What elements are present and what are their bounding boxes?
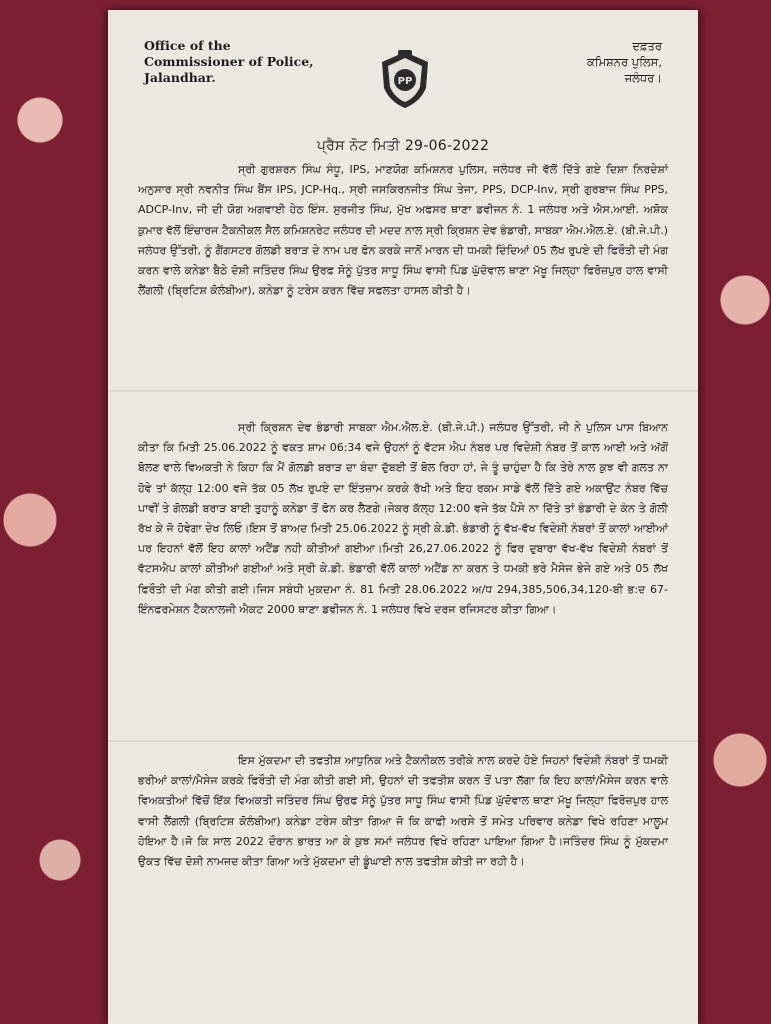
letterhead-punjabi-line: ਜਲੰਧਰ। <box>624 71 662 85</box>
paragraph-1: ਸ੍ਰੀ ਗੁਰਸ਼ਰਨ ਸਿੰਘ ਸੰਧੂ, IPS, ਮਾਣਯੋਗ ਕਮਿਸ਼ਨਰ ਪੁਲਿਸ, ਜਲੰਧਰ ਜੀ ਵੱਲੋਂ ਦਿੱਤੇ ਗਏ ਦਿਸ਼ਾ ਨਿਰਦੇਸ਼ਾਂ ਅਨੁਸਾਰ ਸ੍ਰੀ ਨਵਨੀਤ ਸਿੰਘ ਬੈਂਸ IPS, JCP-Hq., ਸ੍ਰੀ ਜਸਕਿਰਨਜੀਤ ਸਿੰਘ ਤੇਜਾ, PPS, DCP-Inv, ਸ੍ਰੀ ਗੁਰਬਾਜ ਸਿੰਘ PPS, ADCP-Inv, ਜੀ ਦੀ ਯੋਗ ਅਗਵਾਈ ਹੇਠ ਇੰਸ. ਸੁਰਜੀਤ ਸਿੰਘ, ਮੁੱਖ ਅਫਸਰ ਥਾਣਾ ਡਵੀਜਨ ਨੰ. 1 ਜਲੰਧਰ ਅਤੇ ਐਸ.ਆਈ. ਅਸ਼ੋਕ ਕੁਮਾਰ ਵੱਲੋਂ ਇੰਚਾਰਜ ਟੈਕਨੀਕਲ ਸੈਲ ਕਮਿਸ਼ਨਰੇਟ ਜਲੰਧਰ ਦੀ ਮਦਦ ਨਾਲ ਸ੍ਰੀ ਕ੍ਰਿਸ਼ਨ ਦੇਵ ਭੰਡਾਰੀ, ਸਾਬਕਾ ਐਮ.ਐਲ.ਏ. (ਬੀ.ਜੇ.ਪੀ.) ਜਲੰਧਰ ਉੱਤਰੀ, ਨੂੰ ਗੈਂਗਸਟਰ ਗੋਲਡੀ ਬਰਾੜ ਦੇ ਨਾਮ ਪਰ ਫੋਨ ਕਰਕੇ ਜਾਨੋਂ ਮਾਰਨ ਦੀ ਧਮਕੀ ਦਿੰਦਿਆਂ 05 ਲੱਖ ਰੁਪਏ ਦੀ ਫਿਰੌਤੀ ਦੀ ਮੰਗ ਕਰਨ ਵਾਲੇ ਕਨੇਡਾ ਬੈਠੇ ਦੋਸ਼ੀ ਜਤਿੰਦਰ ਸਿੰਘ ਉਰਫ ਸੋਨੂੰ ਪੁੱਤਰ ਸਾਧੂ ਸਿੰਘ ਵਾਸੀ ਪਿੰਡ ਘੁੱਦੋਵਾਲ ਥਾਣਾ ਮੱਖੂ ਜਿਲ੍ਹਾ ਫਿਰੋਜ਼ਪੁਰ ਹਾਲ ਵਾਸੀ ਲੈਂਗਲੀ (ਬ੍ਰਿਟਿਸ਼ ਕੋਲੰਬੀਆ), ਕਨੇਡਾ ਨੂੰ ਟਰੇਸ ਕਰਨ ਵਿੱਚ ਸਫਲਤਾ ਹਾਸਲ ਕੀਤੀ ਹੈ। <box>138 163 668 298</box>
letterhead-english <box>144 38 314 86</box>
police-emblem-icon <box>376 48 434 112</box>
paragraph-3: ਇਸ ਮੁੱਕਦਮਾ ਦੀ ਤਫਤੀਸ਼ ਆਧੁਨਿਕ ਅਤੇ ਟੈਕਨੀਕਲ ਤਰੀਕੇ ਨਾਲ ਕਰਦੇ ਹੋਏ ਜਿਹਨਾਂ ਵਿਦੇਸ਼ੀ ਨੰਬਰਾਂ ਤੋਂ ਧਮਕੀ ਭਰੀਆਂ ਕਾਲਾਂ/ਮੈਸੇਜ ਕਰਕੇ ਫਿਰੌਤੀ ਦੀ ਮੰਗ ਕੀਤੀ ਗਈ ਸੀ, ਉਹਨਾਂ ਦੀ ਤਫਤੀਸ਼ ਕਰਨ ਤੋਂ ਪਤਾ ਲੱਗਾ ਕਿ ਇਹ ਕਾਲਾਂ/ਮੈਸੇਜ ਕਰਨ ਵਾਲੇ ਵਿਅਕਤੀਆਂ ਵਿੱਚੋਂ ਇੱਕ ਵਿਅਕਤੀ ਜਤਿੰਦਰ ਸਿੰਘ ਉਰਫ ਸੋਨੂੰ ਪੁੱਤਰ ਸਾਧੂ ਸਿੰਘ ਵਾਸੀ ਪਿੰਡ ਘੁੱਦੋਵਾਲ ਥਾਣਾ ਮੱਖੂ ਜਿਲ੍ਹਾ ਫਿਰੋਜ਼ਪੁਰ ਹਾਲ ਵਾਸੀ ਲੈਂਗਲੀ (ਬ੍ਰਿਟਿਸ਼ ਕੋਲੰਬੀਆ) ਕਨੇਡਾ ਟਰੇਸ ਕੀਤਾ ਗਿਆ ਜੋ ਕਿ ਕਾਫੀ ਅਰਸੇ ਤੋਂ ਸਮੇਤ ਪਰਿਵਾਰ ਕਨੇਡਾ ਵਿਖੇ ਰਹਿਣਾ ਮਾਲੂਮ ਹੋਇਆ ਹੈ।ਜੋ ਕਿ ਸਾਲ 2022 ਦੌਰਾਨ ਭਾਰਤ ਆ ਕੇ ਕੁਝ ਸਮਾਂ ਜਲੰਧਰ ਵਿਖੇ ਰਹਿਣਾ ਪਾਇਆ ਗਿਆ ਹੈ।ਜਤਿੰਦਰ ਸਿੰਘ ਨੂੰ ਮੁੱਕਦਮਾ ਉਕਤ ਵਿੱਚ ਦੋਸ਼ੀ ਨਾਮਜਦ ਕੀਤਾ ਗਿਆ ਅਤੇ ਮੁੱਕਦਮਾ ਦੀ ਡੂੰਘਾਈ ਨਾਲ ਤਫਤੀਸ਼ ਕੀਤੀ ਜਾ ਰਹੀ ਹੈ। <box>138 754 668 869</box>
letterhead-english-line: Office of the <box>144 38 231 53</box>
letterhead-punjabi-line: ਕਮਿਸ਼ਨਰ ਪੁਲਿਸ, <box>587 55 662 69</box>
paper-fold <box>108 390 698 392</box>
letterhead-english-line: Jalandhar. <box>144 70 216 85</box>
emblem-letters: PP <box>397 76 413 87</box>
press-note-title: ਪ੍ਰੈਸ ਨੋਟ ਮਿਤੀ 29-06-2022 <box>316 138 490 154</box>
letterhead-english-line: Commissioner of Police, <box>144 54 314 69</box>
paper-fold <box>108 740 698 742</box>
paragraph-2: ਸ੍ਰੀ ਕ੍ਰਿਸ਼ਨ ਦੇਵ ਭੰਡਾਰੀ ਸਾਬਕਾ ਐਮ.ਐਲ.ਏ. (ਬੀ.ਜੇ.ਪੀ.) ਜਲੰਧਰ ਉੱਤਰੀ, ਜੀ ਨੇ ਪੁਲਿਸ ਪਾਸ ਬਿਆਨ ਕੀਤਾ ਕਿ ਮਿਤੀ 25.06.2022 ਨੂੰ ਵਕਤ ਸ਼ਾਮ 06:34 ਵਜੇ ਉਹਨਾਂ ਨੂੰ ਵੱਟਸ ਐਪ ਨੰਬਰ ਪਰ ਵਿਦੇਸ਼ੀ ਨੰਬਰ ਤੋਂ ਕਾਲ ਆਈ ਅਤੇ ਅੱਗੋਂ ਬੋਲਣ ਵਾਲੇ ਵਿਅਕਤੀ ਨੇ ਕਿਹਾ ਕਿ ਮੈਂ ਗੋਲਡੀ ਬਰਾੜ ਦਾ ਬੰਦਾ ਦੁੱਬਈ ਤੋਂ ਬੋਲ ਰਿਹਾ ਹਾਂ, ਜੇ ਤੂੰ ਚਾਹੁੰਦਾ ਹੈ ਕਿ ਤੇਰੇ ਨਾਲ ਕੁਝ ਵੀ ਗਲਤ ਨਾ ਹੋਵੇ ਤਾਂ ਕੱਲ੍ਹ 12:00 ਵਜੇ ਤੱਕ 05 ਲੱਖ ਰੁਪਏ ਦਾ ਇੰਤਜ਼ਾਮ ਕਰਕੇ ਰੱਖੀ ਅਤੇ ਇਹ ਰਕਮ ਸਾਡੇ ਵੱਲੋਂ ਦਿੱਤੇ ਗਏ ਅਕਾਉਂਟ ਨੰਬਰ ਵਿੱਚ ਪਾਵੀਂ ਤੇ ਗੋਲਡੀ ਬਰਾੜ ਬਾਈ ਤੁਹਾਨੂੰ ਕਨੇਡਾ ਤੋਂ ਫੋਨ ਕਰ ਲੈਣਗੇ।ਜੇਕਰ ਕੱਲ੍ਹ 12:00 ਵਜੇ ਤੱਕ ਪੈਸੇ ਨਾ ਦਿੱਤੇ ਤਾਂ ਭੰਡਾਰੀ ਦੇ ਕੰਨ ਤੇ ਗੋਲੀ ਰੱਖ ਕੇ ਜੋ ਹੋਵੇਗਾ ਦੇਖ ਲਿਓ।ਇਸ ਤੋਂ ਬਾਅਦ ਮਿਤੀ 25.06.2022 ਨੂੰ ਸ੍ਰੀ ਕੇ.ਡੀ. ਭੰਡਾਰੀ ਨੂੰ ਵੱਖ-ਵੱਖ ਵਿਦੇਸ਼ੀ ਨੰਬਰਾਂ ਤੋਂ ਕਾਲਾਂ ਆਈਆਂ ਪਰ ਇਹਨਾਂ ਵੱਲੋਂ ਇਹ ਕਾਲਾਂ ਅਟੈਂਡ ਨਹੀ ਕੀਤੀਆਂ ਗਈਆ।ਮਿਤੀ 26,27.06.2022 ਨੂੰ ਫਿਰ ਦੁਬਾਰਾ ਵੱਖ-ਵੱਖ ਵਿਦੇਸ਼ੀ ਨੰਬਰਾਂ ਤੋਂ ਵੱਟਸਐਪ ਕਾਲਾਂ ਕੀਤੀਆਂ ਗਈਆਂ ਅਤੇ ਸ੍ਰੀ ਕੇ.ਡੀ. ਭੰਡਾਰੀ ਵੱਲੋਂ ਕਾਲਾਂ ਅਟੈਂਡ ਨਾ ਕਰਨ ਤੇ ਧਮਕੀ ਭਰੇ ਮੈਸੇਜ ਭੇਜੇ ਗਏ ਅਤੇ 05 ਲੱਖ ਫਿਰੌਤੀ ਦੀ ਮੰਗ ਕੀਤੀ ਗਈ।ਜਿਸ ਸਬੰਧੀ ਮੁਕਦਮਾ ਨੰ. 81 ਮਿਤੀ 28.06.2022 ਅ/ਧ 294,385,506,34,120-ਬੀ ਭ:ਦ 67-ਇੰਨਫਰਮੇਸ਼ਨ ਟੈਕਨਾਲਜੀ ਐਕਟ 2000 ਥਾਣਾ ਡਵੀਜਨ ਨੰ. 1 ਜਲੰਧਰ ਵਿਖੇ ਦਰਜ ਰਜਿਸਟਰ ਕੀਤਾ ਗਿਆ। <box>138 421 668 616</box>
letterhead-punjabi-line: ਦਫ਼ਤਰ <box>632 39 662 53</box>
press-note-sheet <box>108 10 698 1024</box>
letterhead-punjabi <box>587 38 662 86</box>
